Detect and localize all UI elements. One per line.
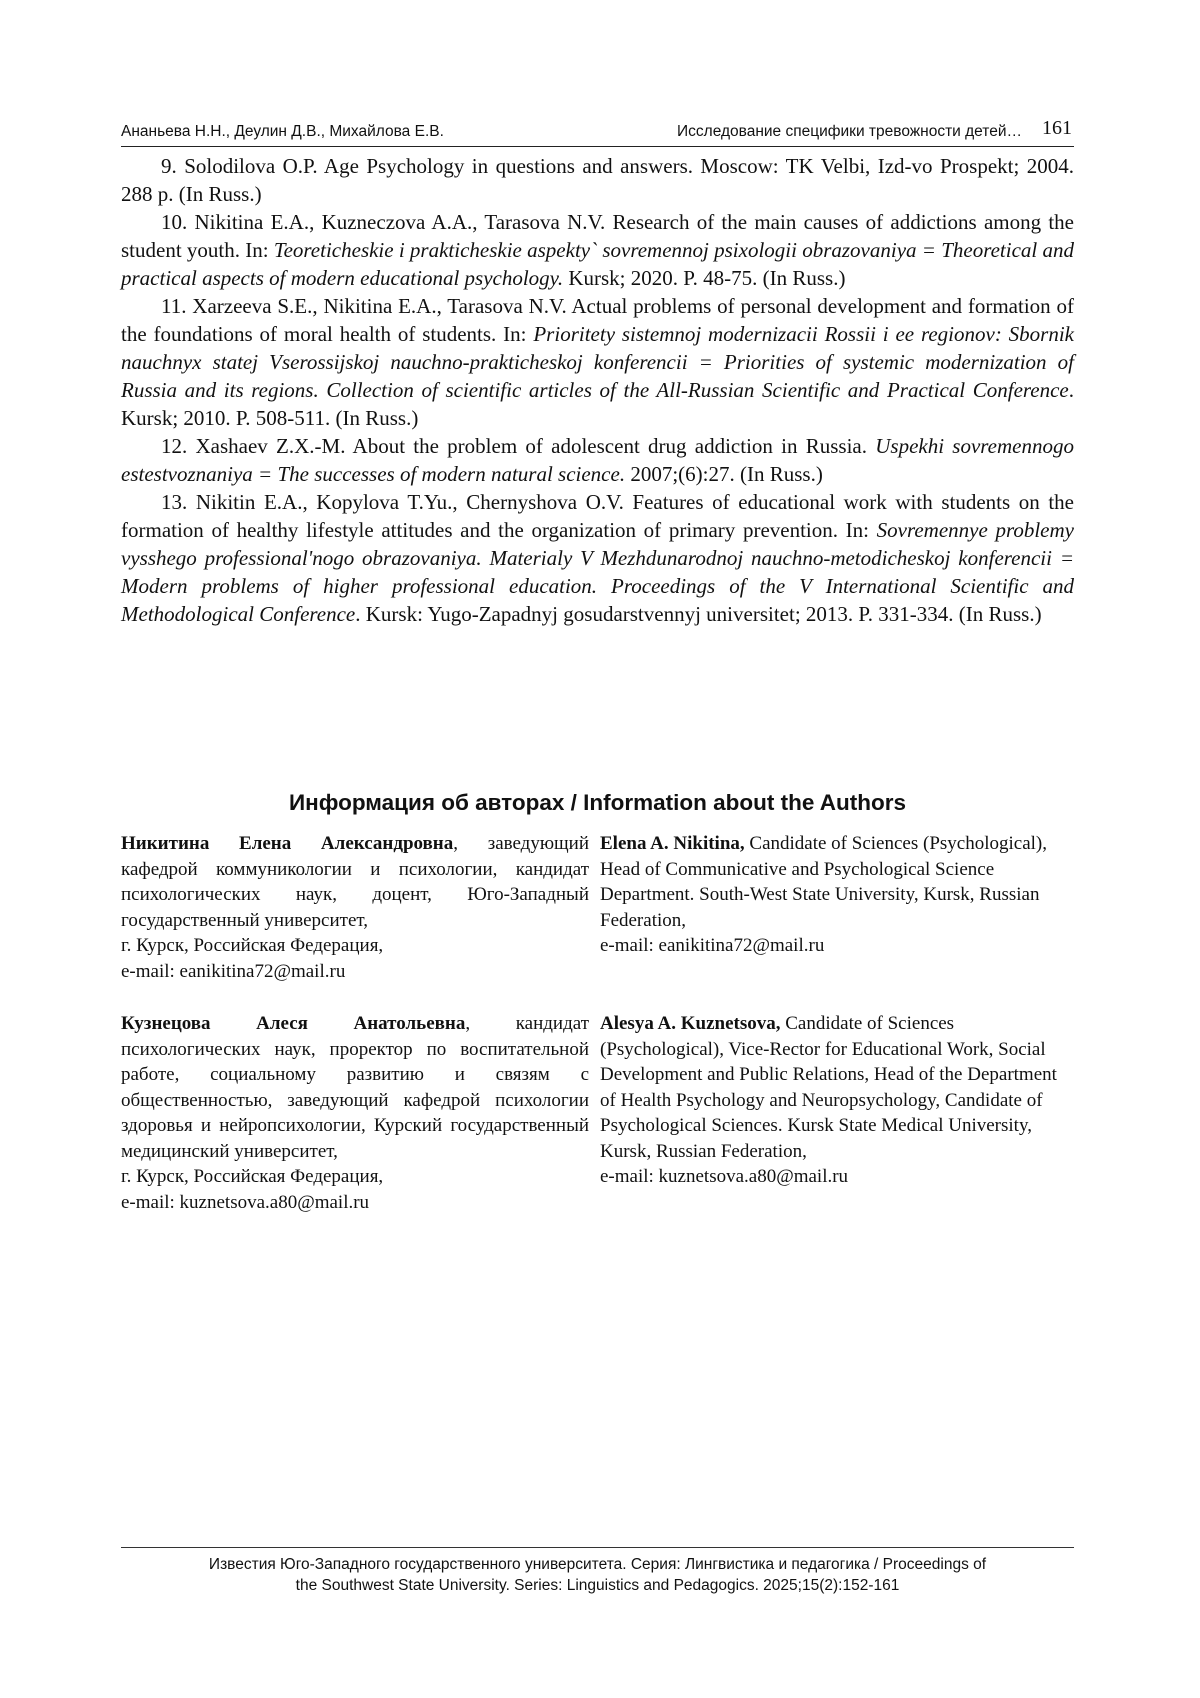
author-name-ru: Никитина Елена Александровна [121,833,454,854]
journal-footer [121,1547,1074,1596]
author-info-en [600,1011,1068,1190]
author-details-en: Candidate of Sciences (Psychological), Vice-Rector for Educational Work, Social Development and Public Relations, Head of the Department of Health Psychology and Neuropsychology, Candidate of Psychological Sciences. Kursk State Medical University, Kursk, Russian Federation, [600,1013,1057,1162]
header-authors: Ананьева Н.Н., Деулин Д.В., Михайлова Е.В. [121,123,444,140]
author-name-ru: Кузнецова Алеся Анатольевна [121,1013,466,1034]
reference-plain: 9. Solodilova O.P. Age Psychology in questions and answers. Moscow: TK Velbi, Izd-vo Prospekt; 2004. 288 p. (In Russ.) [121,154,1074,206]
author-city-ru: г. Курск, Российская Федерация, [121,1166,384,1187]
reference-plain: 10. Nikitina E.A., Kuzneczova A.A., Tarasova N.V. Research of the main causes of addictions among the student youth. In: [121,210,1074,262]
reference-plain: 11. Xarzeeva S.E., Nikitina E.A., Tarasova N.V. Actual problems of personal development and formation of the foundations of moral health of students. In: [121,294,1074,346]
footer-line: the Southwest State University. Series: Linguistics and Pedagogics. 2025;15(2):152-161 [295,1577,900,1594]
reference-list [121,152,1074,628]
author-details-ru: , кандидат психологических наук, проректор по воспитательной работе, социальному развитию и связям с общественностью, заведующий кафедрой психологии здоровья и нейропсихологии, Курский государственный медицинский университет, [121,1013,589,1162]
author-email-en: e-mail: kuznetsova.a80@mail.ru [600,1166,849,1187]
author-info-en [600,831,1068,959]
reference-item [121,208,1074,292]
reference-source: Teoreticheskie i prakticheskie aspekty` sovremennoj psixologii obrazovaniya = Theoretical and practical aspects of modern educational psychology. [121,238,1074,290]
author-email-ru: e-mail: eanikitina72@mail.ru [121,960,346,982]
reference-plain: 12. Xashaev Z.X.-M. About the problem of adolescent drug addiction in Russia. [161,434,876,458]
reference-plain: 13. Nikitin E.A., Kopylova T.Yu., Chernyshova O.V. Features of educational work with students on the formation of healthy lifestyle attitudes and the organization of primary prevention. In: [121,490,1074,542]
footer-line: Известия Юго-Западного государственного университета. Серия: Лингвистика и педагогика / Proceedings of [208,1556,987,1573]
author-info-ru [121,831,589,984]
author-email-en: e-mail: eanikitina72@mail.ru [600,935,825,956]
authors-heading: Информация об авторах / Information about the Authors [288,790,907,815]
author-email-ru: e-mail: kuznetsova.a80@mail.ru [121,1191,370,1213]
running-header [121,112,1074,147]
reference-source: Sovremennye problemy vysshego professional'nogo obrazovaniya. Materialy V Mezhdunarodnoj nauchno-metodicheskoj konferencii = Modern problems of higher professional education. Proceedings of the V International Scientific and Methodological Conference [121,518,1074,626]
reference-item [121,152,1074,208]
author-name-en: Alesya A. Kuznetsova, [600,1013,781,1034]
reference-tail: . Kursk: Yugo-Zapadnyj gosudarstvennyj universitet; 2013. P. 331-334. (In Russ.) [355,602,1042,626]
author-details-en: Candidate of Sciences (Psychological), Head of Communicative and Psychological Science Department. South-West State University, Kursk, Russian Federation, [600,833,1047,931]
page-number: 161 [1042,117,1072,139]
author-name-en: Elena A. Nikitina, [600,833,745,854]
reference-source: Prioritety sistemnoj modernizacii Rossii i ee regionov: Sbornik nauchnyx statej Vserossijskoj nauchno-prakticheskoj konferencii = Priorities of systemic modernization of Russia and its regions. Collection of scientific articles of the All-Russian Scientific and Practical Conference [121,322,1074,402]
header-article-title: Исследование специфики тревожности детей… [677,123,1022,140]
reference-item [121,488,1074,628]
author-city-ru: г. Курск, Российская Федерация, [121,935,384,956]
author-details-ru: , заведующий кафедрой коммуникологии и психологии, кандидат психологических наук, доцент, Юго-Западный государственный университет, [121,833,589,931]
reference-source: Uspekhi sovremennogo estestvoznaniya = The successes of modern natural science. [121,434,1074,486]
reference-tail: Kursk; 2020. P. 48-75. (In Russ.) [563,266,846,290]
reference-tail: 2007;(6):27. (In Russ.) [625,462,823,486]
reference-item [121,432,1074,488]
reference-tail: . Kursk; 2010. P. 508-511. (In Russ.) [121,378,1074,430]
reference-item [121,292,1074,432]
author-info-ru [121,1011,589,1215]
